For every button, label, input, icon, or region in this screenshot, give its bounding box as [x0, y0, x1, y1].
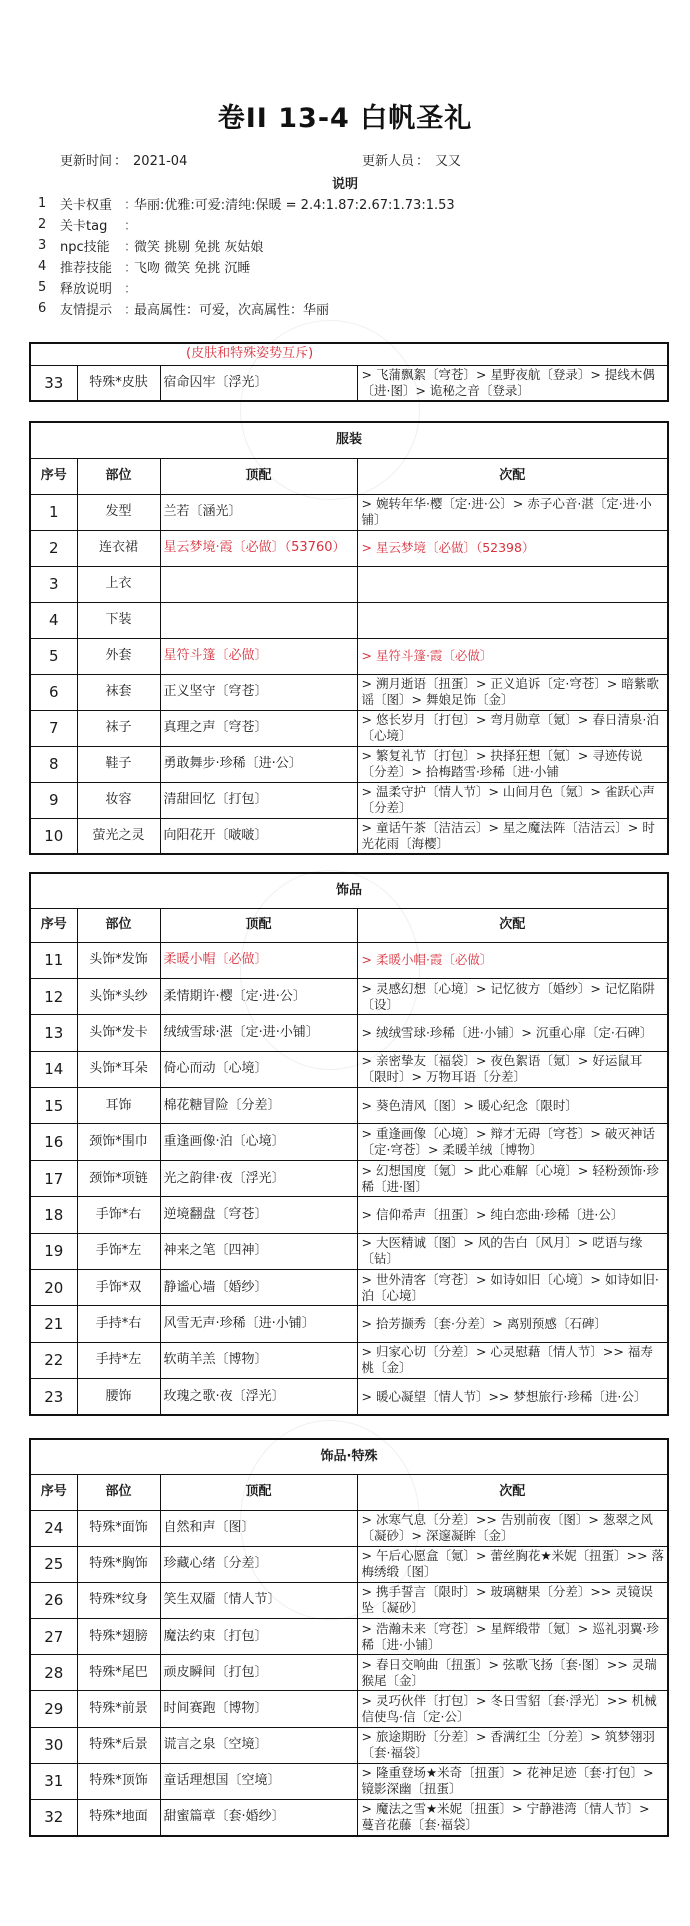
explanation-item: 4 推荐技能 ： 飞吻 微笑 免挑 沉睡 [38, 259, 251, 276]
section-title-row [30, 422, 668, 458]
table-row: 21 手持*右 风雪无声·珍稀〔进·小铺〕 > 拾芳撷秀〔套·分差〕> 离别预感〔石碑〕 [30, 1306, 668, 1342]
section-title: 服装 [30, 422, 668, 458]
skin-table [29, 342, 669, 402]
col-part-header: 部位 [77, 1474, 160, 1510]
table-row: 20 手饰*双 静谧心墙〔婚纱〕 > 世外清客〔穹苍〕> 如诗如旧〔心境〕> 如诗如旧·泊〔心境〕 [30, 1270, 668, 1306]
col-num-header: 序号 [30, 458, 77, 494]
table-row: 22 手持*左 软萌羊羔〔博物〕 > 归家心切〔分差〕> 心灵慰藉〔情人节〕>> 福寿桃〔金〕 [30, 1342, 668, 1378]
clothing-table [29, 421, 669, 855]
table-row: 28 特殊*尾巴 顽皮瞬间〔打包〕 > 春日交响曲〔扭蛋〕> 弦歌飞扬〔套·图〕>> 灵瑞猴尾〔金〕 [30, 1655, 668, 1691]
updater-label: 更新人员 [362, 154, 415, 169]
table-row: 12 头饰*头纱 柔情期许·樱〔定·进·公〕 > 灵感幻想〔心境〕> 记忆彼方〔婚纱〕> 记忆陷阱〔设〕 [30, 978, 668, 1014]
update-time-value: 2021-04 [133, 154, 188, 169]
table-row: 29 特殊*前景 时间赛跑〔博物〕 > 灵巧伙伴〔打包〕> 冬日雪貂〔套·浮光〕>> 机械信使鸟·信〔定·公〕 [30, 1691, 668, 1727]
table-row: 1 发型 兰若〔涵光〕 > 婉转年华·樱〔定·进·公〕> 赤子心音·湛〔定·进·小铺〕 [30, 494, 668, 530]
table-row: 26 特殊*纹身 笑生双靥〔情人节〕 > 携手誓言〔限时〕> 玻璃糖果〔分差〕>> 灵镜误坠〔凝砂〕 [30, 1582, 668, 1618]
update-time: 更新时间 ： 2021-04 [60, 150, 187, 169]
table-row: 11 头饰*发饰 柔暖小帽〔必做〕 > 柔暖小帽·霞〔必做〕 [30, 942, 668, 978]
skin-exclusive-note: (皮肤和特殊姿势互斥) [30, 343, 668, 365]
explanation-list [38, 193, 658, 319]
table-row: 8 鞋子 勇敢舞步·珍稀〔进·公〕 > 繁复礼节〔打包〕> 抉择狂想〔氪〕> 寻迹传说〔分差〕> 拾梅踏雪·珍稀〔进·小铺 [30, 746, 668, 782]
col-top-header: 顶配 [160, 908, 357, 942]
page-title: 卷II 13-4 白帆圣礼 [217, 103, 473, 134]
accessory-table [29, 872, 669, 1416]
table-row: 4 下装 [30, 602, 668, 638]
table-row: 24 特殊*面饰 自然和声〔图〕 > 冰寒气息〔分差〕>> 告别前夜〔图〕> 葱翠之风〔凝砂〕> 深邃凝眸〔金〕 [30, 1510, 668, 1546]
header-row [30, 908, 668, 942]
section-title-row [30, 873, 668, 908]
update-time-label: 更新时间 [60, 154, 113, 169]
table-row: 30 特殊*后景 谎言之泉〔空境〕 > 旅途期盼〔分差〕> 香满红尘〔分差〕> 筑梦翎羽〔套·福袋〕 [30, 1727, 668, 1763]
table-row: 15 耳饰 棉花糖冒险〔分差〕 > 葵色清风〔图〕> 暖心纪念〔限时〕 [30, 1088, 668, 1124]
table-row: 31 特殊*顶饰 童话理想国〔空境〕 > 隆重登场★米奇〔扭蛋〕> 花神足迹〔套·打包〕> 镜影深幽〔扭蛋〕 [30, 1763, 668, 1799]
table-row: 7 袜子 真理之声〔穹苍〕 > 悠长岁月〔打包〕> 弯月勋章〔氪〕> 春日清泉·泊〔心境〕 [30, 710, 668, 746]
table-row: 33 特殊*皮肤 宿命囚牢〔浮光〕 > 飞蒲飘絮〔穹苍〕> 星野夜航〔登录〕> 提线木偶〔进·图〕> 诡秘之音〔登录〕 [30, 365, 668, 401]
table-row: 25 特殊*胸饰 珍藏心绪〔分差〕 > 午后心愿盒〔氪〕> 蕾丝胸花★米妮〔扭蛋〕>> 落梅绣缎〔图〕 [30, 1546, 668, 1582]
explanation-item: 1 关卡权重 ： 华丽:优雅:可爱:清纯:保暖 = 2.4:1.87:2.67:1.73:1.53 [38, 196, 455, 213]
col-sub-header: 次配 [357, 908, 668, 942]
col-top-header: 顶配 [160, 1474, 357, 1510]
explanation-heading: 说明 [331, 177, 358, 192]
table-row: 19 手饰*左 神来之笔〔四神〕 > 大医精诚〔图〕> 风的告白〔风月〕> 呓语与缘〔钻〕 [30, 1233, 668, 1269]
table-row: 32 特殊*地面 甜蜜篇章〔套·婚纱〕 > 魔法之雪★米妮〔扭蛋〕> 宁静港湾〔情人节〕> 蔓音花藤〔套·福袋〕 [30, 1800, 668, 1836]
table-row: 14 头饰*耳朵 倚心而动〔心境〕 > 亲密挚友〔福袋〕> 夜色絮语〔氪〕> 好运鼠耳〔限时〕> 万物耳语〔分差〕 [30, 1051, 668, 1087]
updater: 更新人员 ： 又又 [362, 150, 461, 169]
table-row: 27 特殊*翅膀 魔法约束〔打包〕 > 浩瀚未来〔穹苍〕> 星辉缎带〔氪〕> 巡礼羽翼·珍稀〔进·小铺〕 [30, 1619, 668, 1655]
col-sub-header: 次配 [357, 1474, 668, 1510]
table-row: 13 头饰*发卡 绒绒雪球·湛〔定·进·小铺〕 > 绒绒雪球·珍稀〔进·小铺〕> 沉重心扉〔定·石碑〕 [30, 1015, 668, 1051]
section-title: 饰品 [30, 873, 668, 908]
col-num-header: 序号 [30, 1474, 77, 1510]
explanation-item: 6 友情提示 ： 最高属性：可爱，次高属性：华丽 [38, 301, 330, 318]
explanation-item: 5 释放说明 ： [38, 280, 138, 297]
table-row: 5 外套 星符斗篷〔必做〕 > 星符斗篷·霞〔必做〕 [30, 638, 668, 674]
table-row: 18 手饰*右 逆境翻盘〔穹苍〕 > 信仰希声〔扭蛋〕> 纯白恋曲·珍稀〔进·公〕 [30, 1197, 668, 1233]
col-num-header: 序号 [30, 908, 77, 942]
table-row: 23 腰饰 玫瑰之歌·夜〔浮光〕 > 暖心凝望〔情人节〕>> 梦想旅行·珍稀〔进·公〕 [30, 1379, 668, 1415]
table-row: 16 颈饰*围巾 重逢画像·泊〔心境〕 > 重逢画像〔心境〕> 辩才无碍〔穹苍〕> 破灭神话〔定·穹苍〕> 柔暖羊绒〔博物〕 [30, 1124, 668, 1160]
section-title-row [30, 1439, 668, 1474]
header-row [30, 1474, 668, 1510]
table-row: 10 萤光之灵 向阳花开〔啵啵〕 > 童话午茶〔洁洁云〕> 星之魔法阵〔洁洁云〕> 时光花雨〔海樱〕 [30, 818, 668, 854]
table-row: 6 袜套 正义坚守〔穹苍〕 > 溯月逝语〔扭蛋〕> 正义追诉〔定·穹苍〕> 暗紫歌谣〔图〕> 舞娘足饰〔金〕 [30, 674, 668, 710]
header-row [30, 458, 668, 494]
explanation-item: 3 npc技能 ： 微笑 挑剔 免挑 灰姑娘 [38, 238, 264, 255]
col-part-header: 部位 [77, 908, 160, 942]
table-row: 17 颈饰*项链 光之韵律·夜〔浮光〕 > 幻想国度〔氪〕> 此心难解〔心境〕> 轻粉颈饰·珍稀〔进·图〕 [30, 1160, 668, 1196]
skin-note-row [30, 343, 668, 365]
special-accessory-table [29, 1438, 669, 1837]
table-row: 9 妆容 清甜回忆〔打包〕 > 温柔守护〔情人节〕> 山间月色〔氪〕> 雀跃心声〔分差〕 [30, 782, 668, 818]
table-row: 3 上衣 [30, 566, 668, 602]
col-top-header: 顶配 [160, 458, 357, 494]
col-part-header: 部位 [77, 458, 160, 494]
updater-value: 又又 [435, 154, 462, 169]
section-title: 饰品·特殊 [30, 1439, 668, 1474]
explanation-item: 2 关卡tag ： [38, 217, 138, 234]
col-sub-header: 次配 [357, 458, 668, 494]
table-row: 2 连衣裙 星云梦境·霞〔必做〕（53760） > 星云梦境〔必做〕（52398） [30, 530, 668, 566]
